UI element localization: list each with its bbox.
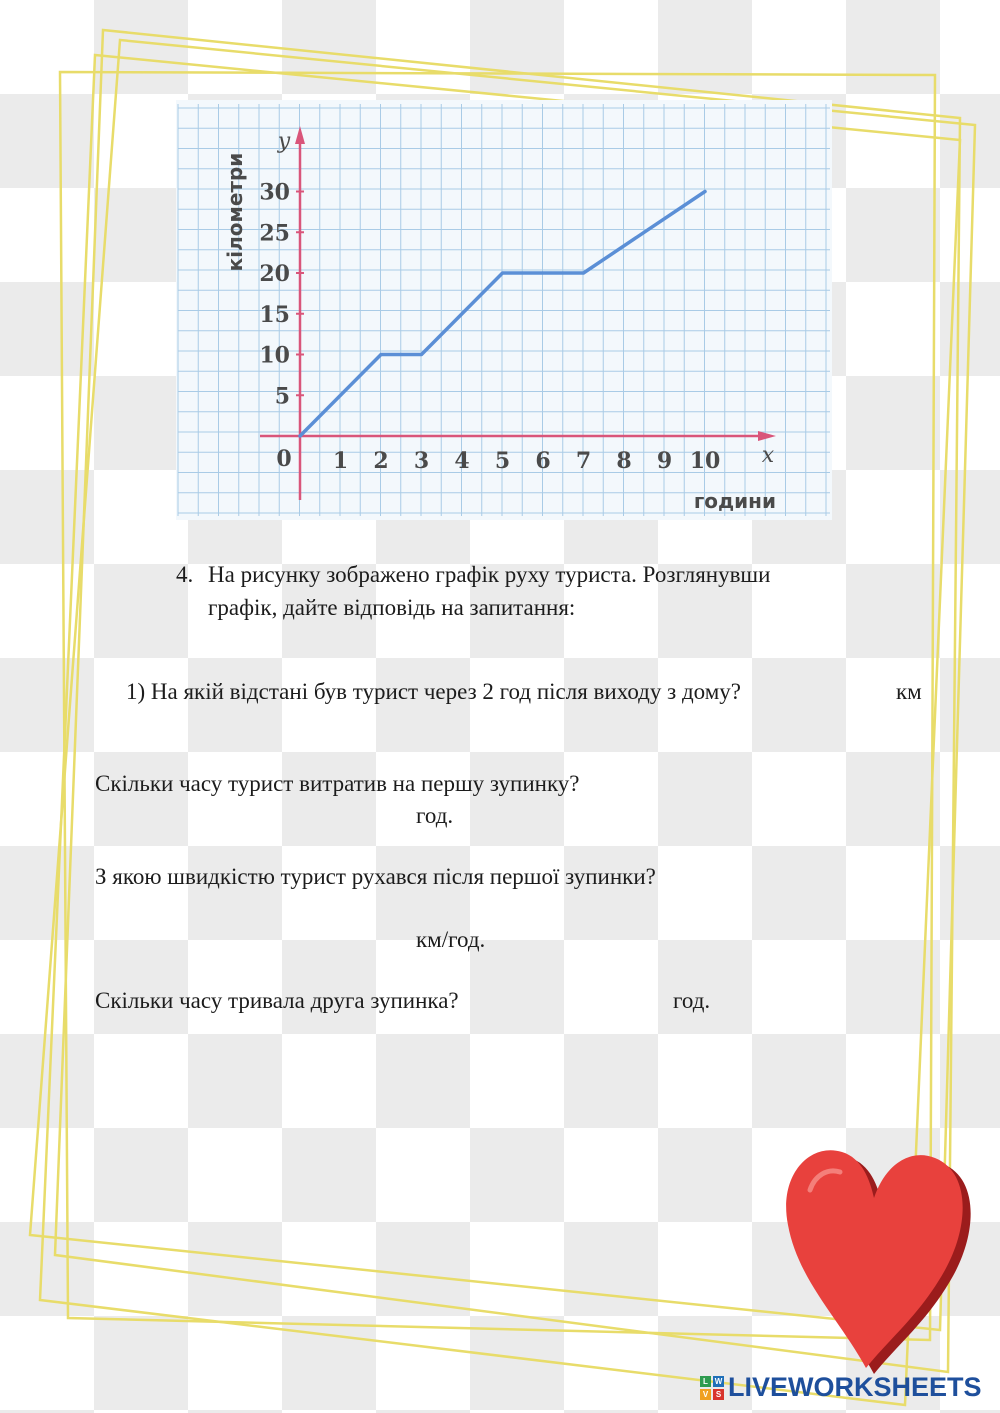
brand-letter: S: [713, 1389, 724, 1400]
y-axis-letter: y: [277, 129, 291, 154]
task-line-1: На рисунку зображено графік руху туриста. Розглянувши: [208, 562, 771, 587]
question-4: Скільки часу тривала друга зупинка?: [95, 988, 459, 1013]
data-point: [380, 353, 383, 356]
y-tick-label: 10: [259, 342, 290, 369]
data-point: [299, 435, 302, 438]
question-3-unit: км/год.: [416, 927, 486, 952]
x-tick-label: 6: [535, 448, 551, 474]
question-3: З якою швидкістю турист рухався після першої зупинки?: [95, 864, 656, 889]
question-1-unit: км: [896, 679, 922, 704]
y-tick-label: 5: [274, 383, 290, 410]
x-tick-label: 3: [413, 448, 430, 474]
y-tick-label: 20: [259, 261, 290, 287]
x-tick-label: 2: [373, 448, 389, 474]
x-tick-label: 5: [494, 448, 511, 474]
task-line-2: графік, дайте відповідь на запитання:: [208, 595, 576, 620]
x-tick-label: 10: [689, 448, 721, 474]
y-axis-title: кілометри: [223, 152, 247, 272]
brand-letter: L: [700, 1376, 711, 1387]
question-1: 1) На якій відстані був турист через 2 год після виходу з дому?: [126, 679, 741, 704]
question-2-unit: год.: [416, 803, 454, 828]
data-point: [704, 190, 707, 193]
brand-wordmark: LIVEWORKSHEETS: [728, 1372, 982, 1402]
brand-letter: W: [714, 1376, 723, 1386]
distance-time-chart: [176, 100, 832, 520]
graph-panel: [176, 100, 832, 520]
x-tick-label: 9: [656, 448, 673, 474]
x-tick-label: 4: [454, 448, 470, 474]
x-axis-title: години: [693, 489, 776, 513]
brand-mark: [700, 1376, 724, 1400]
data-point: [582, 272, 585, 275]
x-tick-label: 7: [575, 448, 592, 474]
y-tick-label: 15: [259, 301, 290, 328]
heart-icon: [770, 1130, 980, 1380]
data-point: [501, 272, 504, 275]
liveworksheets-logo: [700, 1372, 982, 1403]
brand-letter: V: [700, 1389, 711, 1400]
task-number: 4.: [176, 562, 194, 587]
data-point: [420, 353, 423, 356]
question-2: Скільки часу турист витратив на першу зупинку?: [95, 771, 580, 796]
x-tick-label: 1: [332, 448, 349, 474]
y-tick-label: 25: [259, 220, 290, 247]
x-tick-label: 8: [616, 448, 632, 474]
question-4-unit: год.: [673, 988, 711, 1013]
x-axis-letter: x: [761, 443, 775, 468]
origin-label: 0: [276, 446, 292, 472]
y-tick-label: 30: [259, 179, 290, 206]
